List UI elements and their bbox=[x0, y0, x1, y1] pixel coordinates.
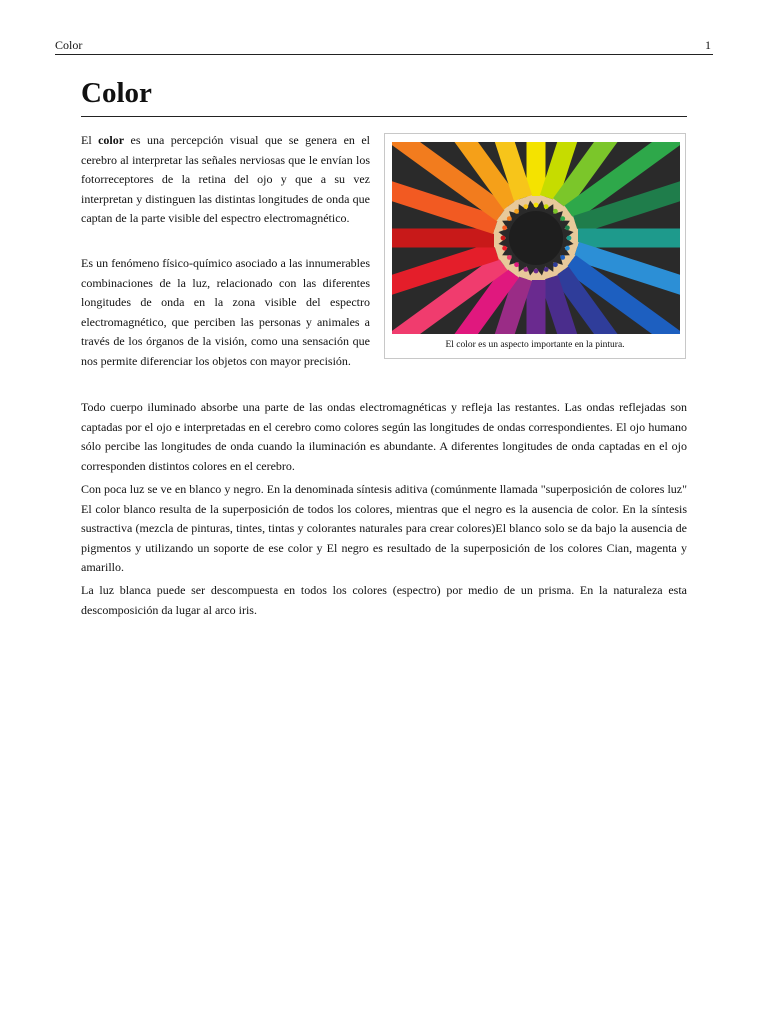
running-title: Color bbox=[55, 38, 83, 52]
pencil-lead bbox=[534, 203, 539, 208]
pencil-lead bbox=[507, 216, 512, 221]
figure-caption: El color es un aspecto importante en la pintura. bbox=[445, 340, 625, 350]
body-paragraph: Con poca luz se ve en blanco y negro. En la denominada síntesis aditiva (comúnmente llamada "superposición de colores luz" El color blanco resulta de la superposición de todos los colores, mientras que el negro es la ausencia de color. En la síntesis sustractiva (mezcla de pinturas, tintes, tintas y colorantes naturales para crear colores)El blanco solo se da bajo la ausencia de pigmentos y utilizando un soporte de ese color y El negro es resultado de la superposición de los colores Cian, magenta y amarillo. bbox=[81, 482, 687, 574]
pencil-lead bbox=[565, 246, 570, 251]
intro-lead: El bbox=[81, 133, 99, 147]
intro-paragraph bbox=[81, 131, 370, 229]
pencil-lead bbox=[567, 236, 572, 241]
pencil-lead bbox=[523, 204, 528, 209]
pencil-lead bbox=[502, 225, 507, 230]
article-title: Color bbox=[81, 74, 687, 117]
body-paragraph: Es un fenómeno físico-químico asociado a las innumerables combinaciones de la luz, relacionado con las diferentes longitudes de onda en la zona visible del espectro electromagnético, que perciben las personas y animales a través de los órganos de la visión, como una sensación que nos permite diferenciar los objetos con mayor precisión. bbox=[81, 256, 370, 368]
page-number: 1 bbox=[705, 38, 711, 52]
pencil-body bbox=[392, 229, 494, 248]
pencil-lead bbox=[523, 267, 528, 272]
pencil-lead bbox=[501, 236, 506, 241]
pencil-body bbox=[578, 229, 680, 248]
pencil-lead bbox=[502, 246, 507, 251]
pencil-lead bbox=[565, 225, 570, 230]
pencil-lead bbox=[560, 216, 565, 221]
pencil-lead bbox=[553, 209, 558, 214]
pencil-lead bbox=[544, 204, 549, 209]
pencil-lead bbox=[553, 262, 558, 267]
body-paragraph: Todo cuerpo iluminado absorbe una parte de las ondas electromagnéticas y refleja las restantes. Las ondas reflejadas son captadas por el ojo e interpretadas en el cerebro como colores según las longitudes de ondas correspondientes. El ojo humano sólo percibe las longitudes de onda cuando la iluminación es abundante. A diferentes longitudes de onda captadas en el ojo corresponden distintos colores en el cerebro. bbox=[81, 400, 687, 473]
pencil-lead bbox=[514, 262, 519, 267]
running-header bbox=[55, 38, 713, 55]
pencil-lead bbox=[514, 209, 519, 214]
center-shadow bbox=[509, 211, 563, 265]
pencil-lead bbox=[560, 255, 565, 260]
body-paragraph: La luz blanca puede ser descompuesta en todos los colores (espectro) por medio de un prisma. En la naturaleza esta descomposición da lugar al arco iris. bbox=[81, 583, 687, 617]
pencil-lead bbox=[544, 267, 549, 272]
pencil-lead bbox=[534, 269, 539, 274]
intro-term: color bbox=[98, 133, 125, 147]
pencil-lead bbox=[507, 255, 512, 260]
colored-pencils-image bbox=[392, 142, 680, 334]
intro-rest: es una percepción visual que se genera en el cerebro al interpretar las señales nerviosas que le envían los fotorreceptores de la retina del ojo y que a su vez interpretan y distinguen las distintas longitudes de onda que captan de la parte visible del espectro electromagnético. bbox=[81, 133, 370, 225]
figure-box bbox=[384, 133, 686, 359]
